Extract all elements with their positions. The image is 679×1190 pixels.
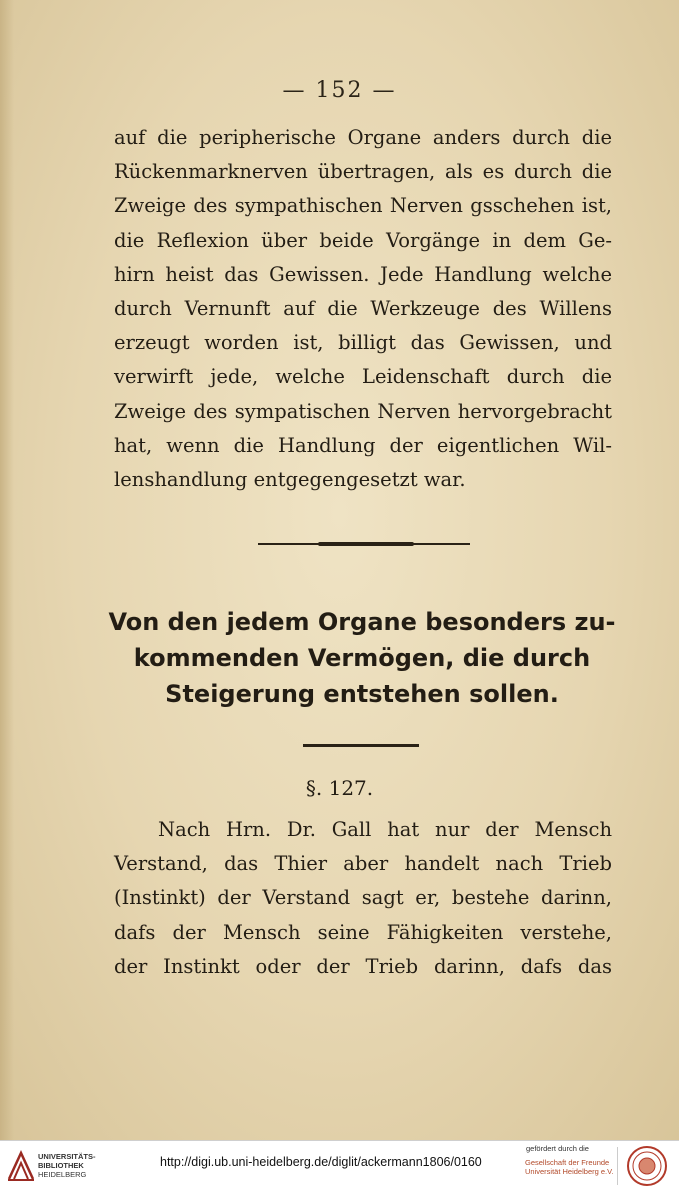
text-line: der Instinkt oder der Trieb darinn, dafs das xyxy=(114,954,612,978)
text-line: Nach Hrn. Dr. Gall hat nur der Mensch xyxy=(158,818,612,841)
paragraph xyxy=(114,813,612,984)
page-number: — 152 — xyxy=(282,78,397,103)
library-name: UNIVERSITÄTS- BIBLIOTHEK HEIDELBERG xyxy=(38,1152,96,1179)
university-seal-icon xyxy=(626,1145,668,1187)
text-line: Verstand, das Thier aber handelt nach Trieb xyxy=(114,852,612,876)
text-line: erzeugt worden ist, billigt das Gewissen, und xyxy=(114,331,612,355)
text-line: hirn heist das Gewissen. Jede Handlung welche xyxy=(114,262,612,286)
ornamental-rule-center xyxy=(318,542,414,546)
paragraph-continued xyxy=(114,121,612,497)
heading-line: Steigerung entstehen sollen. xyxy=(165,680,559,708)
library-logo-icon xyxy=(6,1149,36,1183)
section-heading xyxy=(100,604,624,712)
heading-underline-rule xyxy=(303,744,419,747)
sponsor-label: gefördert durch die xyxy=(526,1144,589,1153)
text-line: lenshandlung entgegengesetzt war. xyxy=(114,467,466,491)
section-number: §. 127. xyxy=(305,776,374,800)
heading-line: Von den jedem Organe besonders zu- xyxy=(108,608,616,636)
page-edge-shadow xyxy=(0,0,14,1140)
text-line: hat, wenn die Handlung der eigentlichen Wil- xyxy=(114,433,612,457)
heading-line: kommenden Vermögen, die durch xyxy=(133,644,591,672)
text-line: Rückenmarknerven übertragen, als es durch die xyxy=(114,160,612,184)
text-line: (Instinkt) der Verstand sagt er, bestehe darinn, xyxy=(114,886,612,910)
text-line: durch Vernunft auf die Werkzeuge des Willens xyxy=(114,296,612,320)
footer-bar xyxy=(0,1140,679,1190)
text-line: Zweige des sympathischen Nerven gsschehen ist, xyxy=(114,194,612,218)
text-line: dafs der Mensch seine Fähigkeiten verstehe, xyxy=(114,920,612,944)
permalink-url[interactable]: http://digi.ub.uni-heidelberg.de/diglit/ackermann1806/0160 xyxy=(160,1155,482,1169)
text-line: auf die peripherische Organe anders durch die xyxy=(114,126,612,149)
sponsor-name: Gesellschaft der Freunde Universität Heidelberg e.V. xyxy=(525,1158,614,1176)
footer-divider xyxy=(617,1147,618,1185)
text-line: die Reflexion über beide Vorgänge in dem Ge- xyxy=(114,228,612,252)
text-line: verwirft jede, welche Leidenschaft durch die xyxy=(114,365,612,389)
text-line: Zweige des sympatischen Nerven hervorgebracht xyxy=(114,399,612,423)
